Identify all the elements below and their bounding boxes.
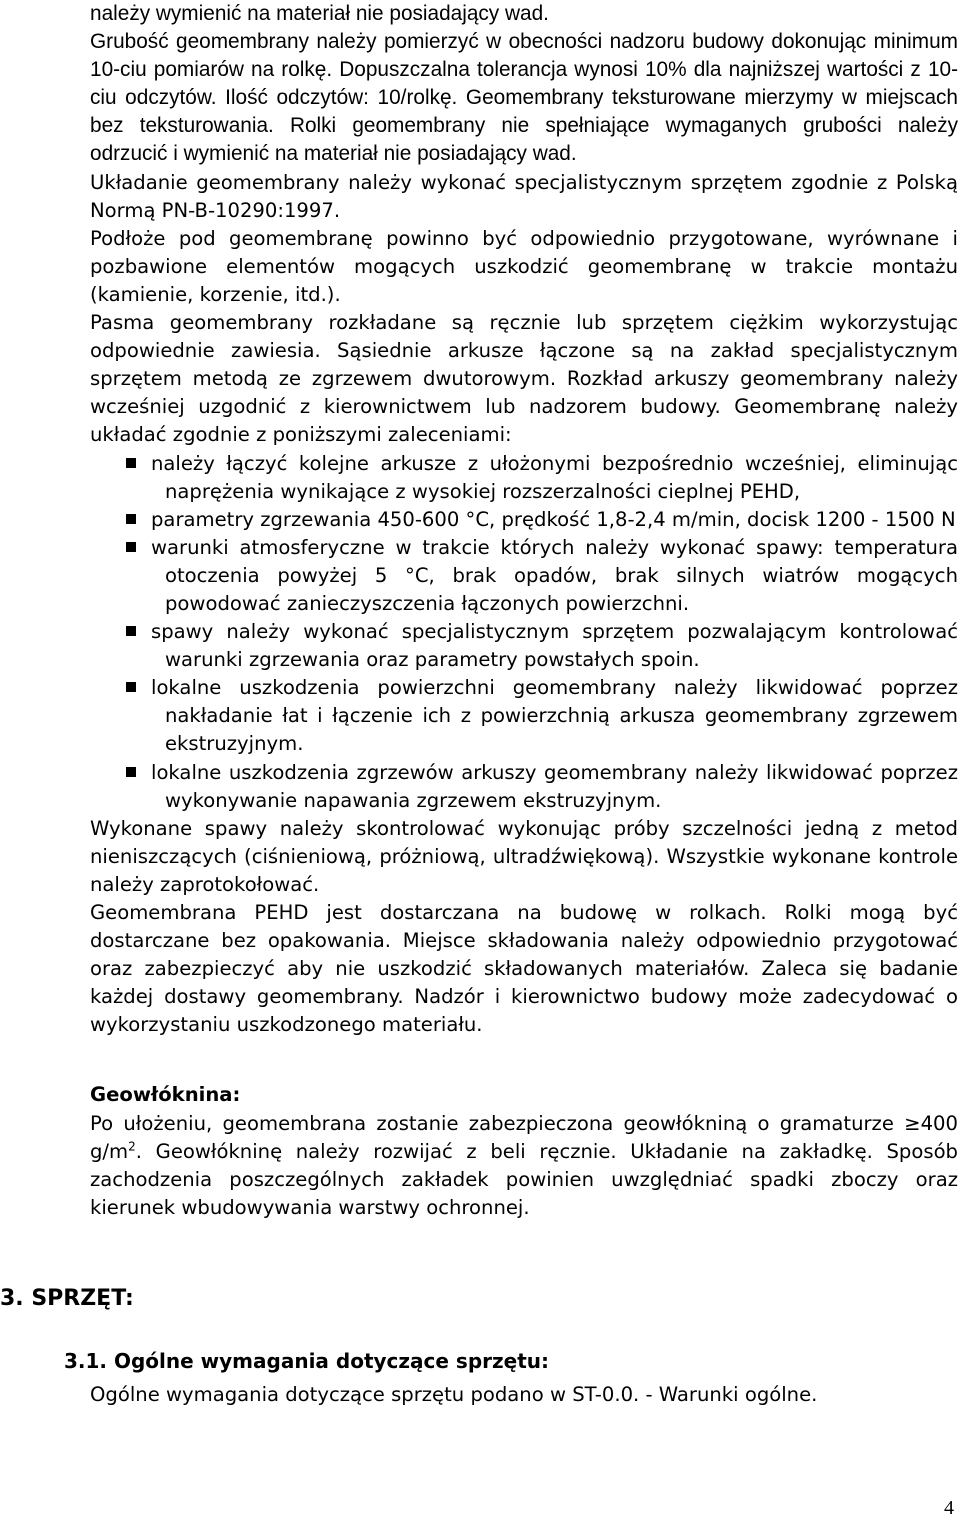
square-bullet-icon <box>126 767 136 777</box>
square-bullet-icon <box>126 626 136 636</box>
list-item: warunki atmosferyczne w trakcie których należy wykonać spawy: temperatura otoczenia powyżej 5 °C, brak opadów, brak silnych wiatrów mogących powodować zanieczyszczenia łączonych powierzchni. <box>90 534 958 618</box>
paragraph-laying: Układanie geomembrany należy wykonać specjalistycznym sprzętem zgodnie z Polską Normą PN-B-10290:1997. <box>90 170 958 222</box>
subsection-heading: 3.1. Ogólne wymagania dotyczące sprzętu: <box>64 1349 549 1373</box>
paragraph-continuation: należy wymienić na materiał nie posiadający wad. <box>90 2 549 25</box>
list-item: należy łączyć kolejne arkusze z ułożonymi bezpośrednio wcześniej, eliminując naprężenia wynikające z wysokiej rozszerzalności cieplnej PEHD, <box>90 450 958 506</box>
main-content <box>90 0 958 1222</box>
page-number: 4 <box>944 1497 954 1519</box>
square-bullet-icon <box>126 514 136 524</box>
paragraph-subgrade: Podłoże pod geomembranę powinno być odpowiednio przygotowane, wyrównane i pozbawione elementów mogących uszkodzić geomembranę w trakcie montażu (kamienie, korzenie, itd.). <box>90 226 958 306</box>
geowloknina-heading: Geowłóknina: <box>90 1083 241 1107</box>
square-bullet-icon <box>126 458 136 468</box>
paragraph-delivery: Geomembrana PEHD jest dostarczana na budowę w rolkach. Rolki mogą być dostarczane bez opakowania. Miejsce składowania należy odpowiednio przygotować oraz zabezpieczyć aby nie uszkodzić składowanych materiałów. Zaleca się badanie każdej dostawy geomembrany. Nadzór i kierownictwo budowy może zadecydować o wykorzystaniu uszkodzonego materiału. <box>90 901 958 1037</box>
paragraph-strips: Pasma geomembrany rozkładane są ręcznie lub sprzętem ciężkim wykorzystując odpowiednie zawiesia. Sąsiednie arkusze łączone są na zakład specjalistycznym sprzętem metodą ze zgrzewem dwutorowym. Rozkład arkuszy geomembrany należy wcześniej uzgodnić z kierownictwem lub nadzorem budowy. Geomembranę należy układać zgodnie z poniższymi zaleceniami: <box>90 311 958 447</box>
paragraph-geowloknina: Po ułożeniu, geomembrana zostanie zabezpieczona geowłókniną o gramaturze ≥400 $g/m^2$. Geowłókninę należy rozwijać z beli ręcznie. Układanie na zakładkę. Sposób zachodzenia poszczególnych zakładek powinien uwzględniać spadki zboczy oraz kierunek wbudowywania warstwy ochronnej. <box>90 1111 958 1219</box>
list-item: lokalne uszkodzenia zgrzewów arkuszy geomembrany należy likwidować poprzez wykonywanie napawania zgrzewem ekstruzyjnym. <box>90 759 958 815</box>
section-heading: 3. SPRZĘT: <box>0 1286 134 1311</box>
recommendations-list <box>90 450 958 815</box>
list-item: parametry zgrzewania 450-600 °C, prędkość 1,8-2,4 m/min, docisk 1200 - 1500 N <box>90 506 958 534</box>
square-bullet-icon <box>126 542 136 552</box>
paragraph-thickness: Grubość geomembrany należy pomierzyć w obecności nadzoru budowy dokonując minimum 10-ciu pomiarów na rolkę. Dopuszczalna tolerancja wynosi 10% dla najniższej wartości z 10-ciu odczytów. Ilość odczytów: 10/rolkę. Geomembrany teksturowane mierzymy w miejscach bez teksturowania. Rolki geomembrany nie spełniające wymaganych grubości należy odrzucić i wymienić na materiał nie posiadający wad. <box>90 30 958 166</box>
subsection-text: Ogólne wymagania dotyczące sprzętu podano w ST-0.0. - Warunki ogólne. <box>90 1383 818 1406</box>
list-item: lokalne uszkodzenia powierzchni geomembrany należy likwidować poprzez nakładanie łat i łączenie ich z powierzchnią arkusza geomembrany zgrzewem ekstruzyjnym. <box>90 674 958 758</box>
list-item: spawy należy wykonać specjalistycznym sprzętem pozwalającym kontrolować warunki zgrzewania oraz parametry powstałych spoin. <box>90 618 958 674</box>
paragraph-weld-control: Wykonane spawy należy skontrolować wykonując próby szczelności jedną z metod nieniszczących (ciśnieniową, próżniową, ultradźwiękową). Wszystkie wykonane kontrole należy zaprotokołować. <box>90 816 958 896</box>
square-bullet-icon <box>126 682 136 692</box>
spacer <box>90 1039 958 1081</box>
